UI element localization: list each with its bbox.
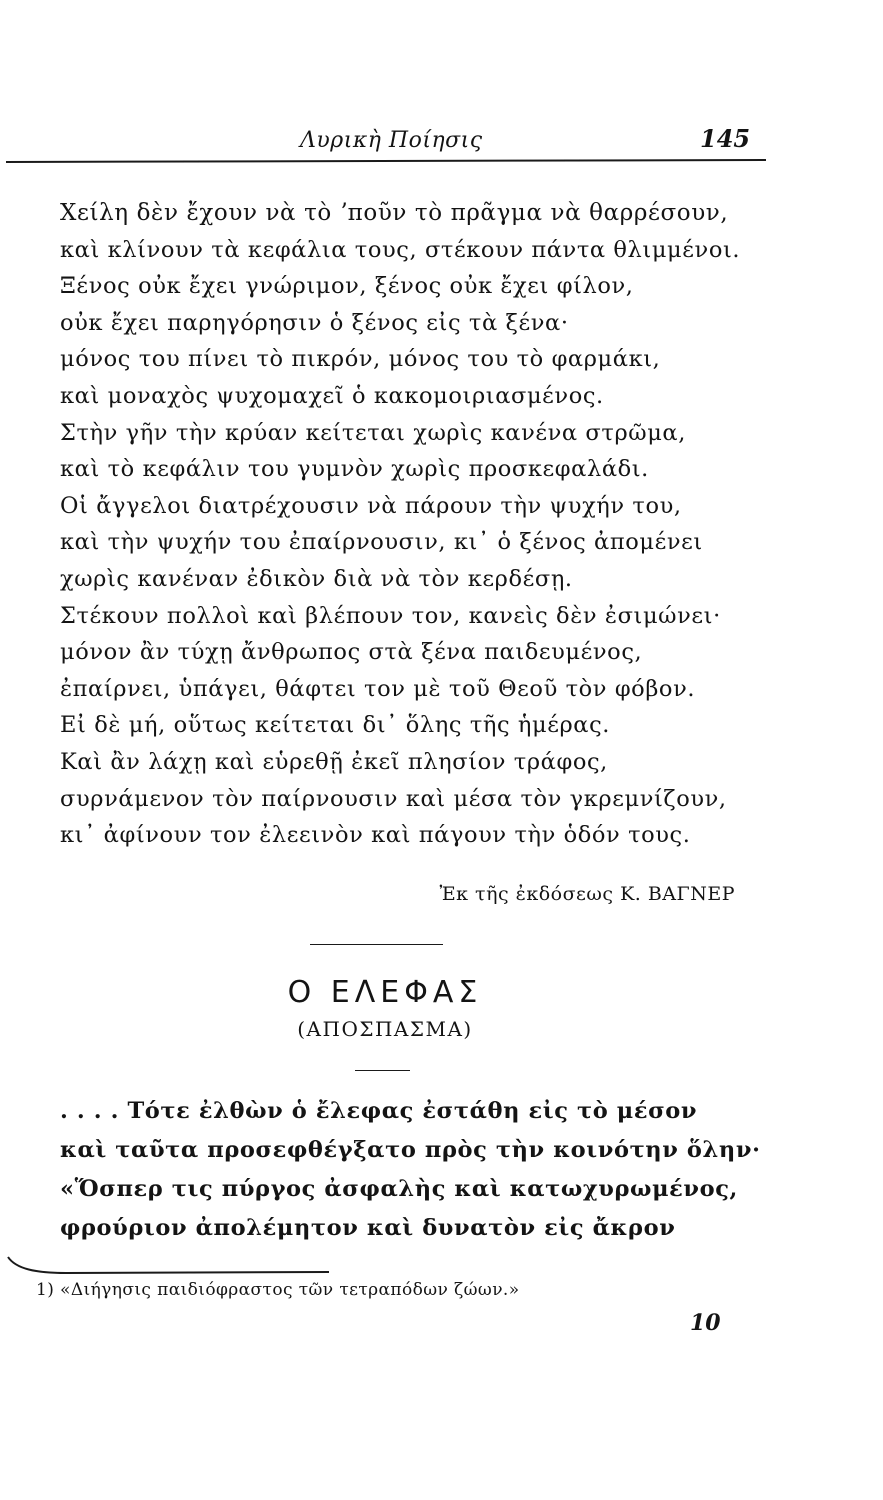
- running-title: Λυρικὴ Ποίησις: [300, 128, 483, 153]
- poem-line: καὶ κλίνουν τὰ κεφάλια τους, στέκουν πάντα θλιμμένοι.: [60, 236, 741, 263]
- poem-line: συρνάμενον τὸν παίρνουσιν καὶ μέσα τὸν γκρεμνίζουν,: [60, 785, 727, 812]
- poem-line: οὐκ ἔχει παρηγόρησιν ὁ ξένος εἰς τὰ ξένα·: [60, 309, 569, 336]
- section-divider-top: [310, 944, 443, 945]
- poem-line: μόνον ἂν τύχῃ ἄνθρωπος στὰ ξένα παιδευμένος,: [60, 639, 643, 666]
- poem: [60, 195, 760, 854]
- poem-line: Ξένος οὐκ ἔχει γνώριμον, ξένος οὐκ ἔχει φίλον,: [60, 273, 634, 300]
- poem-line: μόνος του πίνει τὸ πικρόν, μόνος του τὸ φαρμάκι,: [60, 346, 661, 373]
- source-attribution: Ἐκ τῆς ἐκδόσεως Κ. ΒΑΓΝΕΡ: [439, 883, 735, 905]
- verse-line: . . . . Τότε ἐλθὼν ὁ ἔλεφας ἐστάθη εἰς τὸ μέσον: [60, 1098, 698, 1124]
- poem-line: Καὶ ἂν λάχῃ καὶ εὑρεθῇ ἐκεῖ πλησίον τράφος,: [60, 748, 608, 775]
- header-rule: [6, 159, 766, 163]
- verse-line: καὶ ταῦτα προσεφθέγξατο πρὸς τὴν κοινότην ὅλην·: [60, 1137, 761, 1163]
- poem-line: Χείλη δὲν ἔχουν νὰ τὸ ʼποῦν τὸ πρᾶγμα νὰ θαρρέσουν,: [60, 200, 729, 226]
- section-divider-bottom: [355, 1070, 410, 1071]
- poem-line: καὶ μοναχὸς ψυχομαχεῖ ὁ κακομοιριασμένος.: [60, 382, 604, 409]
- poem-line: καὶ τὴν ψυχήν του ἐπαίρνουσιν, κι᾽ ὁ ξένος ἀπομένει: [60, 529, 703, 556]
- footnote: 1) «Διήγησις παιδιόφραστος τῶν τετραπόδων ζώων.»: [36, 1280, 520, 1300]
- footnote-rule: [6, 1255, 331, 1277]
- section-title: Ο ΕΛΕΦΑΣ: [287, 975, 483, 1010]
- poem-line: χωρὶς κανέναν ἐδικὸν διὰ νὰ τὸν κερδέσῃ.: [60, 565, 573, 592]
- poem-line: Εἰ δὲ μή, οὕτως κείτεται δι᾽ ὅλης τῆς ἡμέρας.: [60, 712, 611, 739]
- section-subtitle: (ΑΠΟΣΠΑΣΜΑ): [297, 1017, 473, 1041]
- poem-line: κι᾽ ἀφίνουν τον ἐλεεινὸν καὶ πάγουν τὴν ὁδόν τους.: [60, 822, 691, 849]
- excerpt-verse: [60, 1092, 760, 1248]
- poem-line: Στέκουν πολλοὶ καὶ βλέπουν τον, κανεὶς δὲν ἐσιμώνει·: [60, 602, 721, 629]
- signature-mark: 10: [690, 1310, 721, 1336]
- poem-line: Στὴν γῆν τὴν κρύαν κείτεται χωρὶς κανένα στρῶμα,: [60, 419, 686, 446]
- poem-line: καὶ τὸ κεφάλιν του γυμνὸν χωρὶς προσκεφαλάδι.: [60, 456, 649, 483]
- poem-line: Οἱ ἄγγελοι διατρέχουσιν νὰ πάρουν τὴν ψυχήν του,: [60, 492, 682, 519]
- page-number: 145: [700, 124, 751, 153]
- verse-line: φρούριον ἀπολέμητον καὶ δυνατὸν εἰς ἄκρον: [60, 1215, 676, 1241]
- poem-line: ἐπαίρνει, ὑπάγει, θάφτει τον μὲ τοῦ Θεοῦ τὸν φόβον.: [60, 675, 696, 702]
- verse-line: «Ὅσπερ τις πύργος ἀσφαλὴς καὶ κατωχυρωμένος,: [60, 1176, 738, 1202]
